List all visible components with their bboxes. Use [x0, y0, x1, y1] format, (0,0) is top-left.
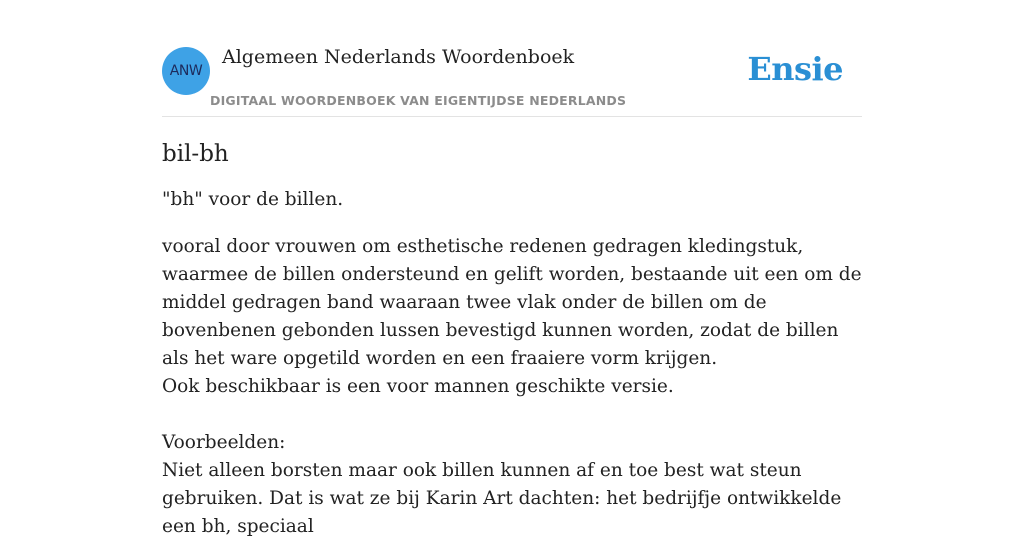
- dictionary-subtitle: DIGITAAL WOORDENBOEK VAN EIGENTIJDSE NEDERLANDS: [210, 93, 627, 108]
- ensie-logo-link[interactable]: Ensie: [747, 50, 843, 88]
- entry-content: [162, 138, 862, 541]
- dictionary-title[interactable]: Algemeen Nederlands Woordenboek: [222, 46, 575, 68]
- entry-headword: bil-bh: [162, 141, 229, 167]
- long-definition: vooral door vrouwen om esthetische redenen gedragen kledingstuk, waarmee de billen ondersteund en gelift worden, bestaande uit een om de middel gedragen band waaraan twee vlak onder de billen om de bovenbenen gebonden lussen bevestigd kunnen worden, zodat de billen als het ware opgetild worden en een fraaiere vorm krijgen. Ook beschikbaar is een voor mannen geschikte versie. Voorbeelden: Niet alleen borsten maar ook billen kunnen af en toe best wat steun gebruiken. Dat is wat ze bij Karin Art dachten: het bedrijfje ontwikkelde een bh, speciaal: [162, 236, 862, 537]
- site-header: [162, 46, 862, 117]
- anw-logo[interactable]: ANW: [162, 47, 210, 95]
- short-definition: "bh" voor de billen.: [162, 189, 344, 210]
